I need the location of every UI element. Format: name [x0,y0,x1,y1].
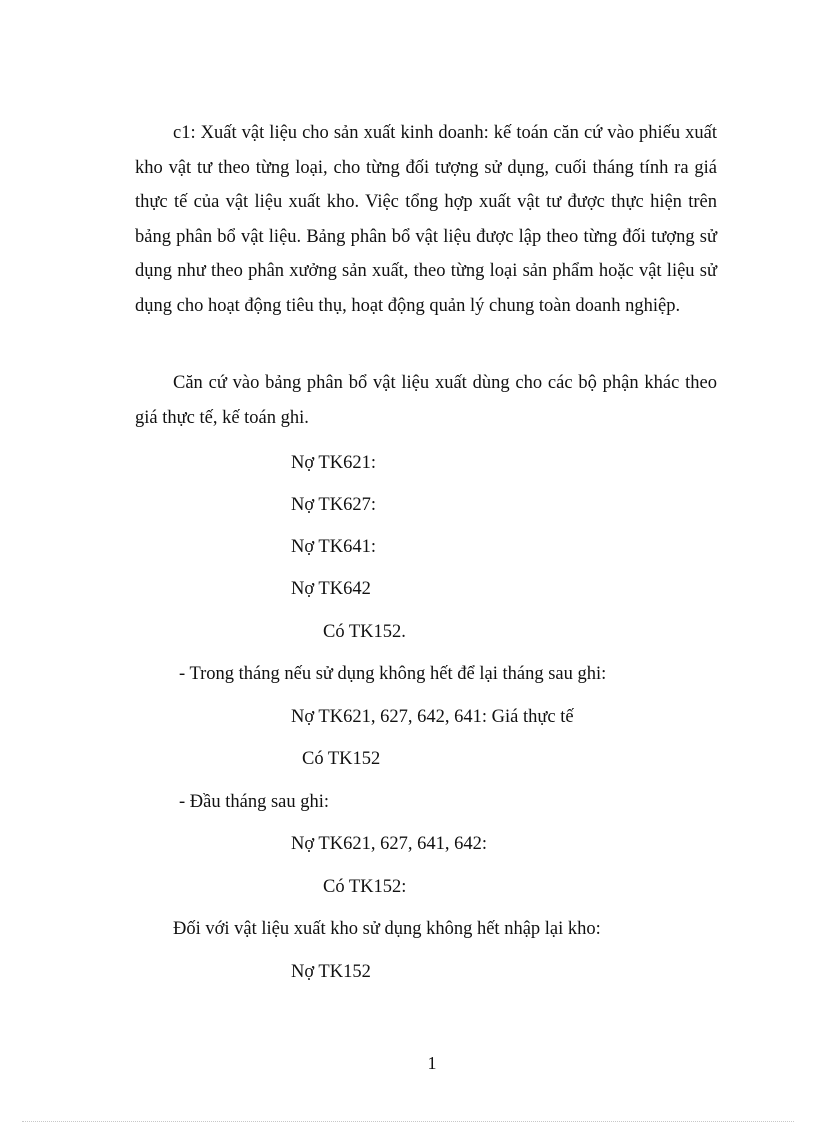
entry-debit-642: Nợ TK642 [291,579,371,599]
entry-next-month-debit: Nợ TK621, 627, 641, 642: [291,834,487,854]
entry-debit-621: Nợ TK621: [291,453,376,473]
entry-return-debit: Nợ TK152 [291,962,371,982]
entry-unused-credit: Có TK152 [302,749,381,769]
page-bottom-rule [22,1121,794,1122]
case-return-to-warehouse: Đối với vật liệu xuất kho sử dụng không hết nhập lại kho: [173,919,601,939]
paragraph-material-issue: c1: Xuất vật liệu cho sản xuất kinh doanh: kế toán căn cứ vào phiếu xuất kho vật tư theo từng loại, cho từng đối tượng sử dụng, cuối tháng tính ra giá thực tế của vật liệu xuất kho. Việc tổng hợp xuất vật tư được thực hiện trên bảng phân bổ vật liệu. Bảng phân bổ vật liệu được lập theo từng đối tượng sử dụng như theo phân xưởng sản xuất, theo từng loại sản phẩm hoặc vật liệu sử dụng cho hoạt động tiêu thụ, hoạt động quản lý chung toàn doanh nghiệp. [135,123,717,316]
entry-unused-debit: Nợ TK621, 627, 642, 641: Giá thực tế [291,707,574,727]
page-number: 1 [427,1053,437,1073]
paragraph-allocation-basis: Căn cứ vào bảng phân bổ vật liệu xuất dùng cho các bộ phận khác theo giá thực tế, kế toán ghi. [135,373,717,428]
entry-credit-152: Có TK152. [323,622,406,642]
entry-debit-641: Nợ TK641: [291,537,376,557]
case-next-month: - Đầu tháng sau ghi: [179,792,330,812]
entry-debit-627: Nợ TK627: [291,495,376,515]
case-unused-this-month: - Trong tháng nếu sử dụng không hết để lại tháng sau ghi: [179,664,607,684]
entry-next-month-credit: Có TK152: [323,877,407,897]
